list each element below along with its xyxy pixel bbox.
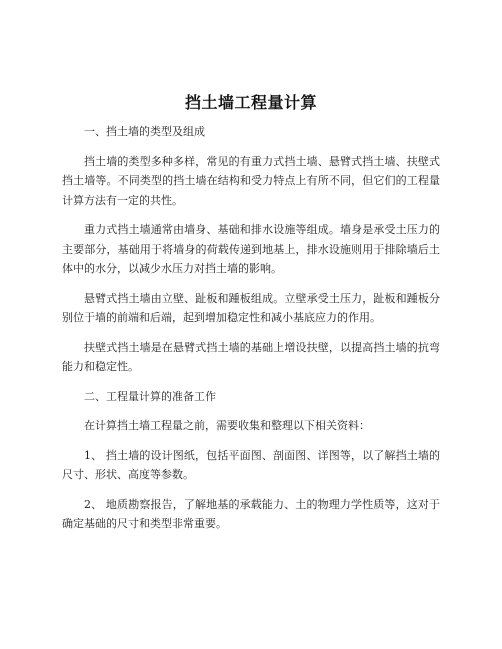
page-title: 挡土墙工程量计算 [184, 93, 317, 112]
list-item-1: 1、 挡土墙的设计图纸，包括平面图、剖面图、详图等，以了解挡土墙的尺寸、形状、高度等参数。 [62, 448, 440, 481]
paragraph-2: 重力式挡土墙通常由墙身、基础和排水设施等组成。墙身是承受土压力的主要部分，基础用于将墙身的荷载传递到地基上，排水设施则用于排除墙后土体中的水分，以减少水压力对挡土墙的影响。 [62, 223, 440, 275]
paragraph-3: 悬臂式挡土墙由立壁、趾板和踵板组成。立壁承受土压力，趾板和踵板分别位于墙的前端和后端，起到增加稳定性和减小基底应力的作用。 [62, 291, 440, 324]
paragraph-1: 挡土墙的类型多种多样，常见的有重力式挡土墙、悬臂式挡土墙、扶壁式挡土墙等。不同类型的挡土墙在结构和受力特点上有所不同，但它们的工程量计算方法有一定的共性。 [62, 154, 440, 207]
section-heading-1: 一、挡土墙的类型及组成 [84, 125, 205, 138]
paragraph-4: 扶壁式挡土墙是在悬臂式挡土墙的基础上增设扶壁，以提高挡土墙的抗弯能力和稳定性。 [62, 340, 440, 373]
document-body [62, 122, 440, 544]
list-item-2: 2、 地质勘察报告，了解地基的承载能力、土的物理力学性质等，这对于确定基础的尺寸和类型非常重要。 [62, 497, 440, 530]
section-heading-2: 二、工程量计算的准备工作 [84, 389, 216, 403]
paragraph-5: 在计算挡土墙工程量之前，需要收集和整理以下相关资料： [84, 419, 370, 432]
